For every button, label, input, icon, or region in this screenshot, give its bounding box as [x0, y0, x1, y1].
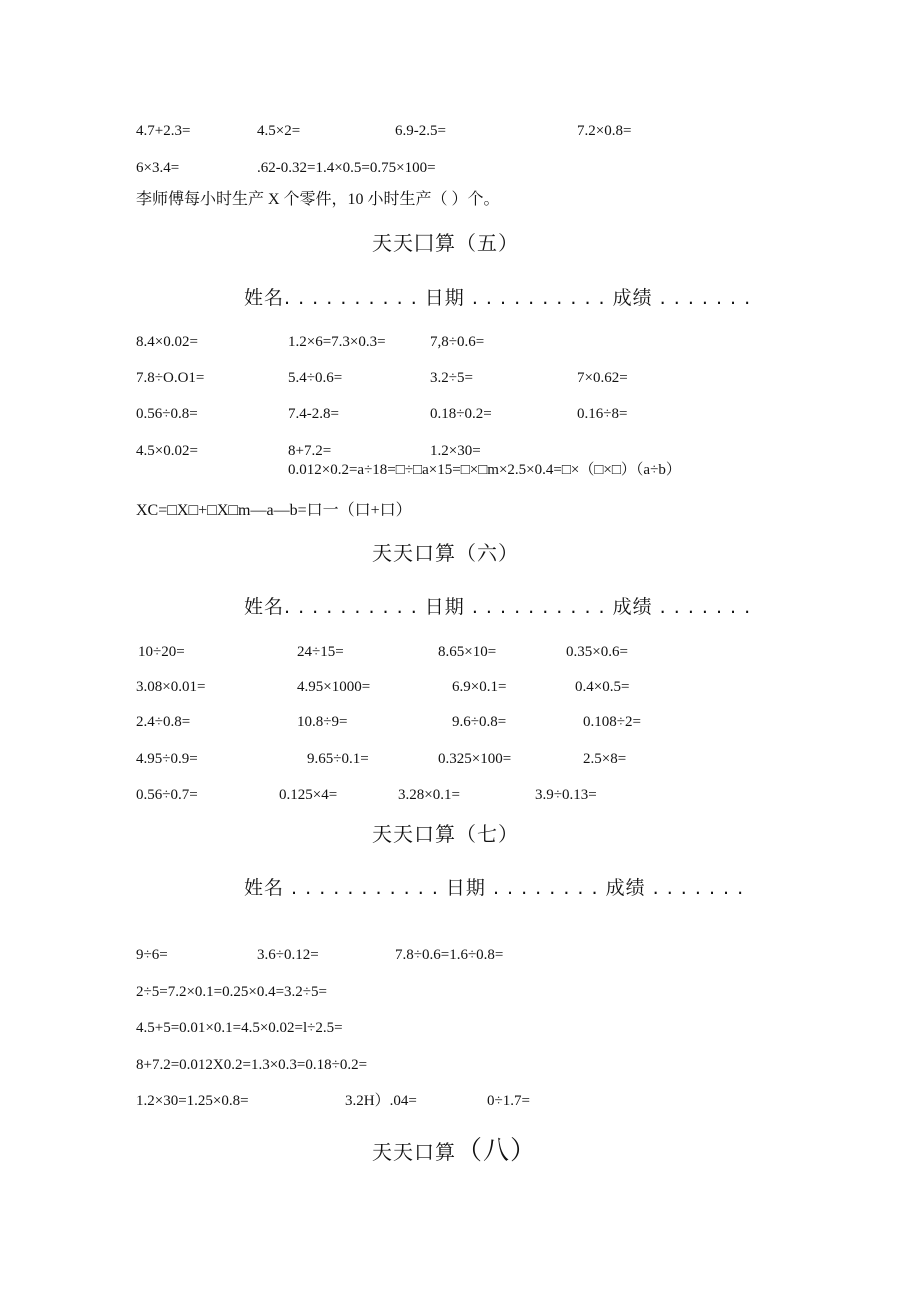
problem: 0.56÷0.8=	[136, 406, 198, 422]
problem-group: 7.8÷0.6=1.6÷0.8=	[395, 947, 504, 963]
problem-group: 1.2×30=1.25×0.8=	[136, 1093, 249, 1109]
problem: 8.4×0.02=	[136, 334, 198, 350]
problem: 5.4÷0.6=	[288, 370, 343, 386]
problem: 0.56÷0.7=	[136, 787, 198, 803]
problem: 0.4×0.5=	[575, 679, 630, 695]
problem: 2.4÷0.8=	[136, 714, 191, 730]
problem: 7.4-2.8=	[288, 406, 339, 422]
problem: 7×0.62=	[577, 370, 628, 386]
problem: 3.9÷0.13=	[535, 787, 597, 803]
problem: 0.35×0.6=	[566, 644, 628, 660]
problem: 3.2H）.04=	[345, 1093, 417, 1109]
problem: 4.5×0.02=	[136, 443, 198, 459]
problem: 3.2÷5=	[430, 370, 473, 386]
section-title-8-number: （八）	[456, 1136, 538, 1165]
problem: 2.5×8=	[583, 751, 627, 767]
problem: 9.65÷0.1=	[307, 751, 369, 767]
problem: 4.7+2.3=	[136, 123, 191, 139]
problem: 10.8÷9=	[297, 714, 348, 730]
problem: 10÷20=	[138, 644, 185, 660]
problem: 4.95×1000=	[297, 679, 371, 695]
problem: 7.8÷O.O1=	[136, 370, 205, 386]
problem: 1.2×6=7.3×0.3=	[288, 334, 386, 350]
problem: 8+7.2=	[288, 443, 332, 459]
problem: 0.125×4=	[279, 787, 338, 803]
problem: 6×3.4=	[136, 160, 180, 176]
problem: 6.9×0.1=	[452, 679, 507, 695]
problem-group: 4.5+5=0.01×0.1=4.5×0.02=l÷2.5=	[136, 1020, 343, 1036]
problem: 0÷1.7=	[487, 1093, 530, 1109]
problem: 3.6÷0.12=	[257, 947, 319, 963]
problem-group: .62-0.32=1.4×0.5=0.75×100=	[257, 160, 436, 176]
problem: 3.08×0.01=	[136, 679, 206, 695]
problem: 9.6÷0.8=	[452, 714, 507, 730]
problem: 0.18÷0.2=	[430, 406, 492, 422]
section-title-8-main: 天天口算	[372, 1142, 456, 1164]
problem-group: 2÷5=7.2×0.1=0.25×0.4=3.2÷5=	[136, 984, 327, 1000]
problem: 0.16÷8=	[577, 406, 628, 422]
problem: 3.28×0.1=	[398, 787, 460, 803]
name-date-score-line: 姓名 . . . . . . . . . . . 日期 . . . . . . . . 成绩 . . . . . . .	[244, 877, 745, 899]
name-date-score-line: 姓名. . . . . . . . . . 日期 . . . . . . . . . . 成绩 . . . . . . .	[244, 596, 752, 618]
problem: 7,8÷0.6=	[430, 334, 485, 350]
problem-group: 0.012×0.2=a÷18=□÷□a×15=□×□m×2.5×0.4=□×（□×□）（a÷b）	[288, 462, 681, 478]
section-title-8	[372, 1138, 537, 1166]
problem: 7.2×0.8=	[577, 123, 632, 139]
section-title-5: 天天囗算（五）	[372, 233, 519, 255]
problem: 8.65×10=	[438, 644, 497, 660]
problem: 0.108÷2=	[583, 714, 641, 730]
section-title-7: 天天口算（七）	[372, 824, 519, 846]
problem: 24÷15=	[297, 644, 344, 660]
section-title-6: 天天口算（六）	[372, 543, 519, 565]
word-problem: 李师傅每小时生产 X 个零件，10 小时生产（ ）个。	[136, 191, 500, 208]
name-date-score-line: 姓名. . . . . . . . . . 日期 . . . . . . . . . . 成绩 . . . . . . .	[244, 287, 752, 309]
problem: 4.5×2=	[257, 123, 301, 139]
problem: 9÷6=	[136, 947, 168, 963]
problem: 1.2×30=	[430, 443, 481, 459]
problem: 4.95÷0.9=	[136, 751, 198, 767]
problem: 0.325×100=	[438, 751, 512, 767]
problem: 6.9-2.5=	[395, 123, 446, 139]
problem-group: 8+7.2=0.012X0.2=1.3×0.3=0.18÷0.2=	[136, 1057, 368, 1073]
problem-group: XC=□X□+□X□m—a—b=口一（口+口）	[136, 502, 412, 519]
